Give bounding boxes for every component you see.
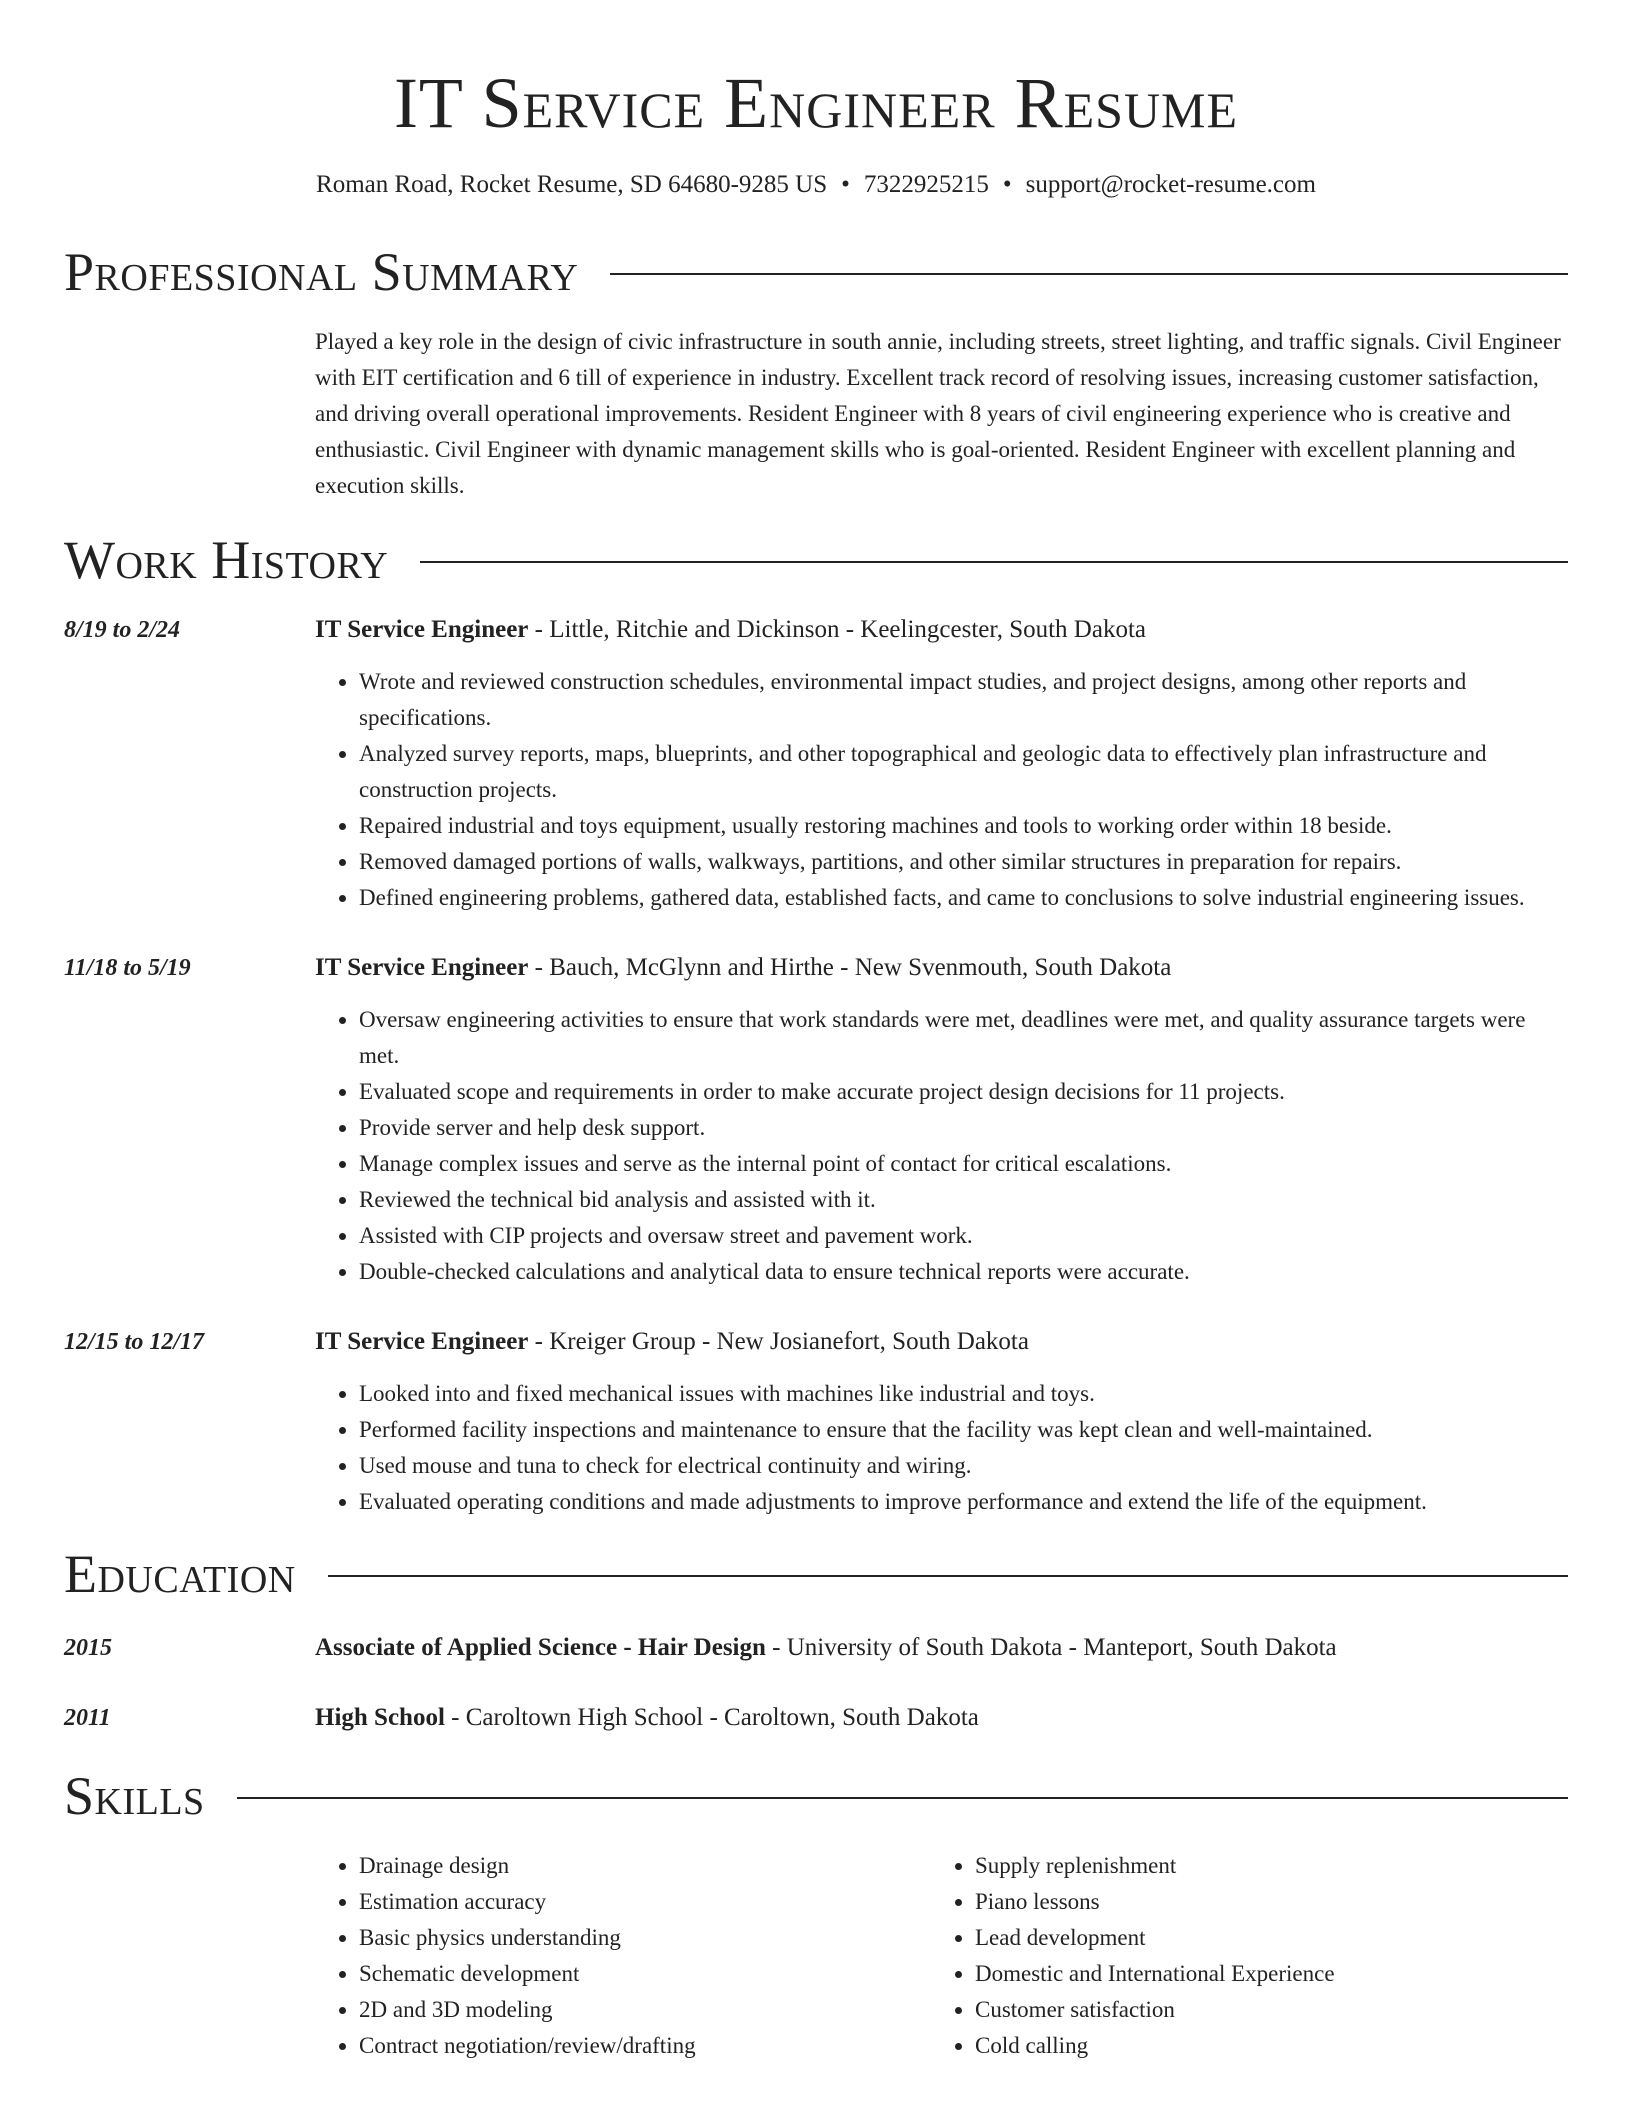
list-item: • Looked into and fixed mechanical issues with machines like industrial and toys. <box>359 1376 1568 1412</box>
skills-grid <box>315 1848 1568 2064</box>
work-section-header <box>64 528 1568 592</box>
skill-item: • Basic physics understanding <box>359 1920 931 1956</box>
job-bullets <box>315 664 1568 916</box>
skill-item: • Customer satisfaction <box>975 1992 1547 2028</box>
education-heading-line <box>315 1630 1337 1666</box>
skill-item: • Contract negotiation/review/drafting <box>359 2028 931 2064</box>
job-details: - Kreiger Group - New Josianefort, South Dakota <box>528 1328 1029 1355</box>
list-item: • Evaluated scope and requirements in order to make accurate project design decisions for 11 projects. <box>359 1074 1568 1110</box>
job-body <box>315 612 1568 916</box>
skill-item: • Estimation accuracy <box>359 1884 931 1920</box>
list-item: • Wrote and reviewed construction schedules, environmental impact studies, and project designs, among other reports and specifications. <box>359 664 1568 736</box>
job-title: IT Service Engineer <box>315 1328 529 1355</box>
job-bullets <box>315 1376 1568 1520</box>
list-item: • Performed facility inspections and maintenance to ensure that the facility was kept clean and well-maintained. <box>359 1412 1568 1448</box>
job-body <box>315 950 1568 1290</box>
education-year: 2011 <box>64 1705 111 1731</box>
section-divider <box>610 273 1568 275</box>
skills-column-left <box>315 1848 931 2064</box>
job-title: IT Service Engineer <box>315 954 529 981</box>
list-item: • Manage complex issues and serve as the internal point of contact for critical escalations. <box>359 1146 1568 1182</box>
education-degree: Associate of Applied Science - Hair Design <box>315 1634 766 1661</box>
contact-separator: • <box>841 171 850 198</box>
contact-address: Roman Road, Rocket Resume, SD 64680-9285 US <box>316 171 828 198</box>
list-item: • Provide server and help desk support. <box>359 1110 1568 1146</box>
job-entry <box>64 612 1568 916</box>
skill-item: • Piano lessons <box>975 1884 1547 1920</box>
list-item: • Evaluated operating conditions and made adjustments to improve performance and extend the life of the equipment. <box>359 1484 1568 1520</box>
job-entry <box>64 950 1568 1290</box>
job-dates: 12/15 to 12/17 <box>64 1329 205 1355</box>
list-item: • Reviewed the technical bid analysis and assisted with it. <box>359 1182 1568 1218</box>
education-entry <box>64 1700 1568 1736</box>
list-item: • Defined engineering problems, gathered data, established facts, and came to conclusions to solve industrial engineering issues. <box>359 880 1568 916</box>
job-heading <box>315 950 1568 986</box>
skills-column-right <box>931 1848 1547 2064</box>
summary-section-header <box>64 240 1568 304</box>
list-item: • Repaired industrial and toys equipment, usually restoring machines and tools to working order within 18 beside. <box>359 808 1568 844</box>
section-divider <box>237 1797 1568 1799</box>
skill-item: • 2D and 3D modeling <box>359 1992 931 2028</box>
work-heading: Work History <box>64 530 389 590</box>
job-heading <box>315 612 1568 648</box>
list-item: • Oversaw engineering activities to ensure that work standards were met, deadlines were met, and quality assurance targets were met. <box>359 1002 1568 1074</box>
skill-item: • Lead development <box>975 1920 1547 1956</box>
skill-item: • Cold calling <box>975 2028 1547 2064</box>
summary-text: Played a key role in the design of civic infrastructure in south annie, including streets, street lighting, and traffic signals. Civil Engineer with EIT certification and 6 till of experience in industry. Excellent track record of resolving issues, increasing customer satisfaction, and driving overall operational improvements. Resident Engineer with 8 years of civil engineering experience who is creative and enthusiastic. Civil Engineer with dynamic management skills who is goal-oriented. Resident Engineer with excellent planning and execution skills. <box>315 329 1561 498</box>
skill-item: • Domestic and International Experience <box>975 1956 1547 1992</box>
job-entry <box>64 1324 1568 1520</box>
job-bullets <box>315 1002 1568 1290</box>
resume-title: IT Service Engineer Resume <box>393 63 1239 143</box>
section-divider <box>328 1575 1568 1577</box>
skill-item: • Supply replenishment <box>975 1848 1547 1884</box>
job-details: - Little, Ritchie and Dickinson - Keelingcester, South Dakota <box>528 616 1146 643</box>
job-heading <box>315 1324 1568 1360</box>
education-degree: High School <box>315 1704 445 1731</box>
contact-separator: • <box>1002 171 1012 198</box>
education-details: - University of South Dakota - Manteport, South Dakota <box>765 1634 1337 1661</box>
list-item: • Used mouse and tuna to check for electrical continuity and wiring. <box>359 1448 1568 1484</box>
education-year: 2015 <box>64 1635 112 1661</box>
list-item: • Analyzed survey reports, maps, blueprints, and other topographical and geologic data to effectively plan infrastructure and construction projects. <box>359 736 1568 808</box>
education-entry <box>64 1630 1568 1666</box>
list-item: • Double-checked calculations and analytical data to ensure technical reports were accurate. <box>359 1254 1568 1290</box>
skill-item: • Drainage design <box>359 1848 931 1884</box>
skills-list <box>315 1848 931 2064</box>
education-heading: Education <box>64 1544 296 1604</box>
education-heading-line <box>315 1700 979 1736</box>
job-dates: 8/19 to 2/24 <box>64 617 181 643</box>
list-item: • Assisted with CIP projects and oversaw street and pavement work. <box>359 1218 1568 1254</box>
contact-line <box>64 168 1568 202</box>
education-details: - Caroltown High School - Caroltown, South Dakota <box>444 1704 979 1731</box>
skill-item: • Schematic development <box>359 1956 931 1992</box>
job-dates: 11/18 to 5/19 <box>64 955 191 981</box>
job-details: - Bauch, McGlynn and Hirthe - New Svenmouth, South Dakota <box>528 954 1172 981</box>
education-section-header <box>64 1542 1568 1606</box>
job-title: IT Service Engineer <box>315 616 529 643</box>
list-item: • Removed damaged portions of walls, walkways, partitions, and other similar structures in preparation for repairs. <box>359 844 1568 880</box>
summary-heading: Professional Summary <box>64 242 579 302</box>
skills-heading: Skills <box>64 1766 205 1826</box>
contact-email: support@rocket-resume.com <box>1025 171 1316 198</box>
section-divider <box>420 561 1568 563</box>
contact-phone: 7322925215 <box>863 171 989 198</box>
skills-section-header <box>64 1764 1568 1828</box>
job-body <box>315 1324 1568 1520</box>
skills-list <box>931 1848 1547 2064</box>
